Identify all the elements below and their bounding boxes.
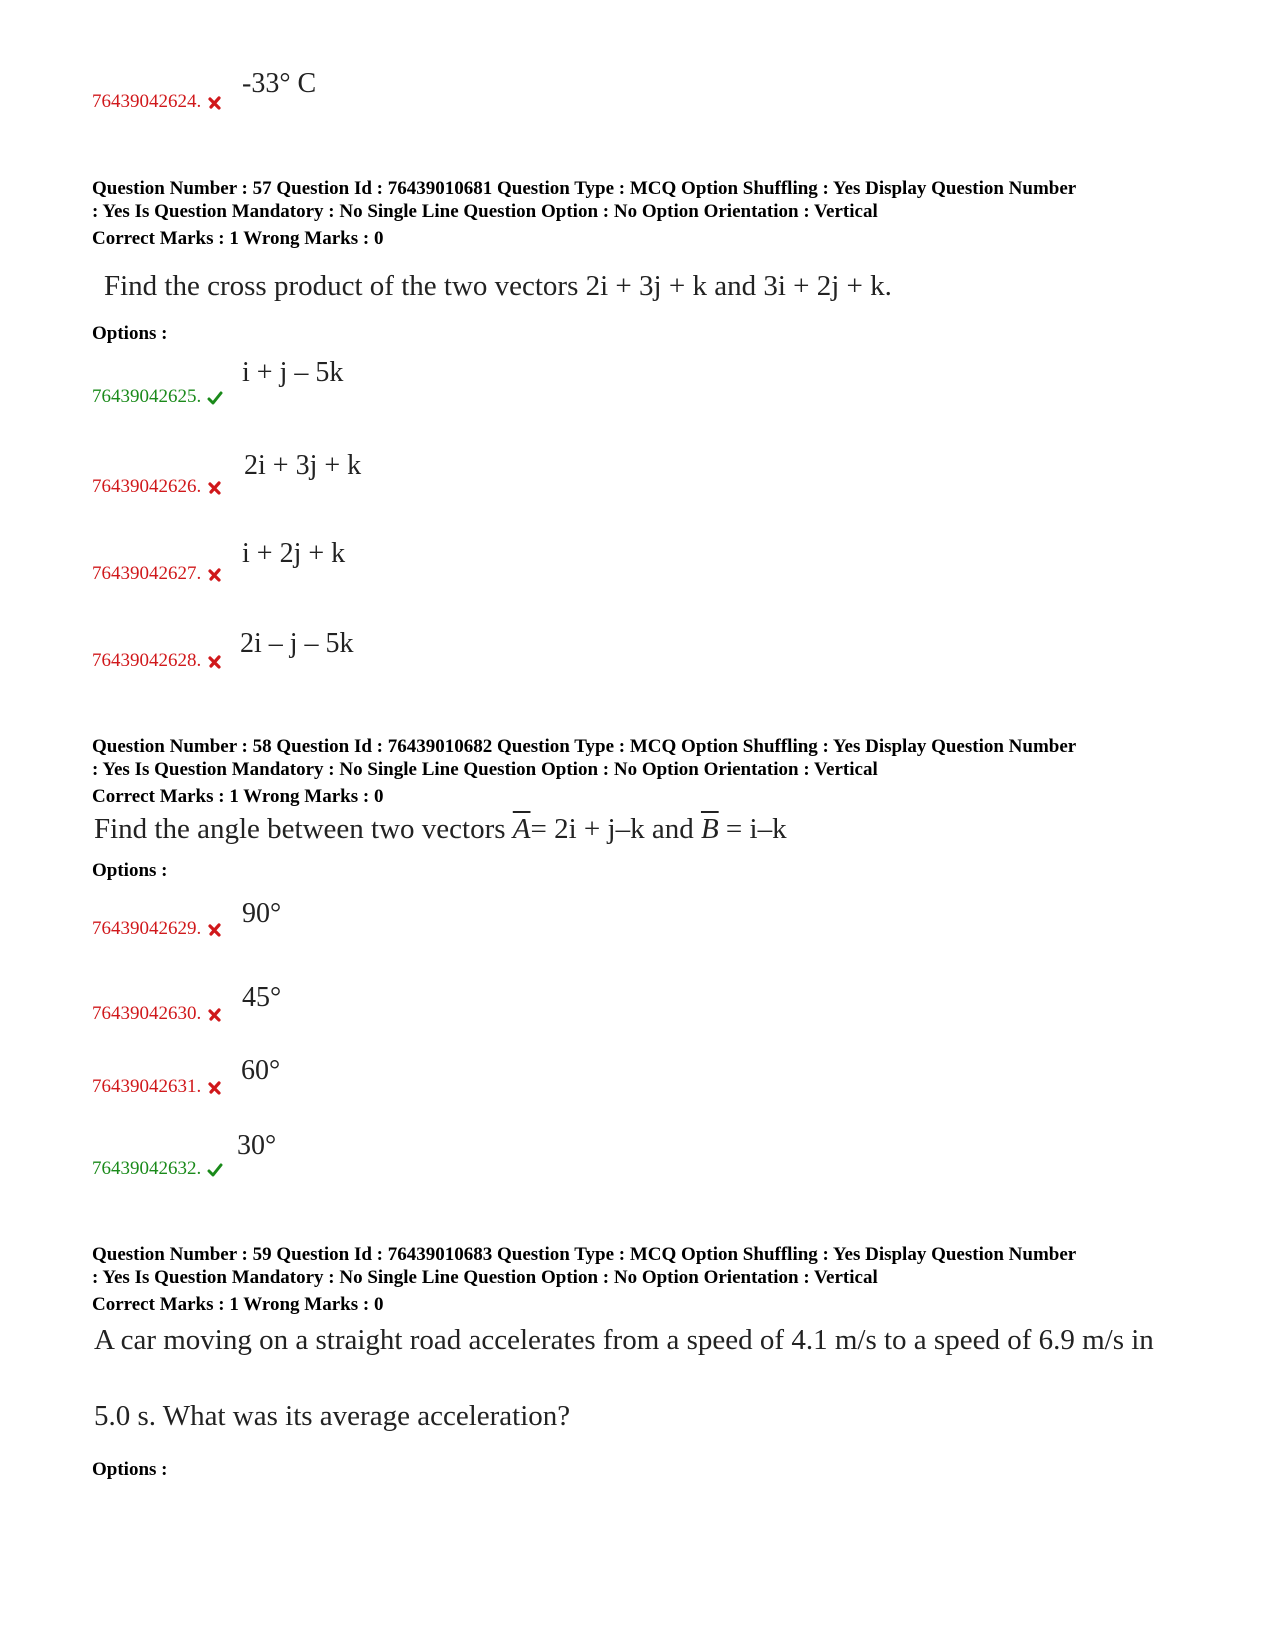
- option-value: 30°: [237, 1130, 277, 1161]
- cross-icon: [207, 95, 223, 111]
- option-value: -33° C: [242, 68, 317, 99]
- question-marks: Correct Marks : 1 Wrong Marks : 0: [92, 786, 384, 807]
- option-id: 76439042625.: [92, 386, 223, 408]
- vector-b: $\overline{B}$: [700, 813, 719, 845]
- option-id: 76439042627.: [92, 563, 223, 585]
- question-meta: Question Number : 57 Question Id : 76439010681 Question Type : MCQ Option Shuffling : Yes Display Question Number : Yes Is Question Mandatory : No Single Line Question Option : No Option Orientation : Vertical: [92, 178, 1077, 222]
- option-id: 76439042632.: [92, 1158, 223, 1180]
- question-marks: Correct Marks : 1 Wrong Marks : 0: [92, 1294, 384, 1315]
- vector-a: $\overline{A}$: [512, 813, 531, 845]
- option-value: 90°: [242, 898, 282, 929]
- cross-icon: [207, 1007, 223, 1023]
- option-id: 76439042624.: [92, 91, 223, 113]
- option-value: 60°: [241, 1055, 281, 1086]
- cross-icon: [207, 922, 223, 938]
- option-id: 76439042630.: [92, 1003, 223, 1025]
- cross-icon: [207, 567, 223, 583]
- options-label: Options :: [92, 1459, 168, 1480]
- option-value: 45°: [242, 982, 282, 1013]
- option-id: 76439042628.: [92, 650, 223, 672]
- cross-icon: [207, 1080, 223, 1096]
- question-stem-line: A car moving on a straight road accelerates from a speed of 4.1 m/s to a speed of 6.9 m/s in: [94, 1324, 1154, 1356]
- question-stem: Find the cross product of the two vectors 2i + 3j + k and 3i + 2j + k.: [104, 270, 892, 302]
- option-id: 76439042631.: [92, 1076, 223, 1098]
- option-id: 76439042629.: [92, 918, 223, 940]
- options-label: Options :: [92, 860, 168, 881]
- check-icon: [207, 390, 223, 406]
- cross-icon: [207, 480, 223, 496]
- question-meta: Question Number : 58 Question Id : 76439010682 Question Type : MCQ Option Shuffling : Yes Display Question Number : Yes Is Question Mandatory : No Single Line Question Option : No Option Orientation : Vertical: [92, 736, 1077, 780]
- options-label: Options :: [92, 323, 168, 344]
- option-id: 76439042626.: [92, 476, 223, 498]
- option-value: 2i – j – 5k: [240, 628, 354, 659]
- option-value: 2i + 3j + k: [244, 450, 362, 481]
- check-icon: [207, 1162, 223, 1178]
- question-meta: Question Number : 59 Question Id : 76439010683 Question Type : MCQ Option Shuffling : Yes Display Question Number : Yes Is Question Mandatory : No Single Line Question Option : No Option Orientation : Vertical: [92, 1244, 1077, 1288]
- question-marks: Correct Marks : 1 Wrong Marks : 0: [92, 228, 384, 249]
- option-value: i + 2j + k: [242, 538, 346, 569]
- question-stem-line: 5.0 s. What was its average acceleration?: [94, 1400, 571, 1432]
- question-stem: Find the angle between two vectors $\overline{A}= 2i + j-k$ and $\overline{B} = i-k$: [94, 813, 787, 845]
- option-value: i + j – 5k: [242, 357, 344, 388]
- cross-icon: [207, 654, 223, 670]
